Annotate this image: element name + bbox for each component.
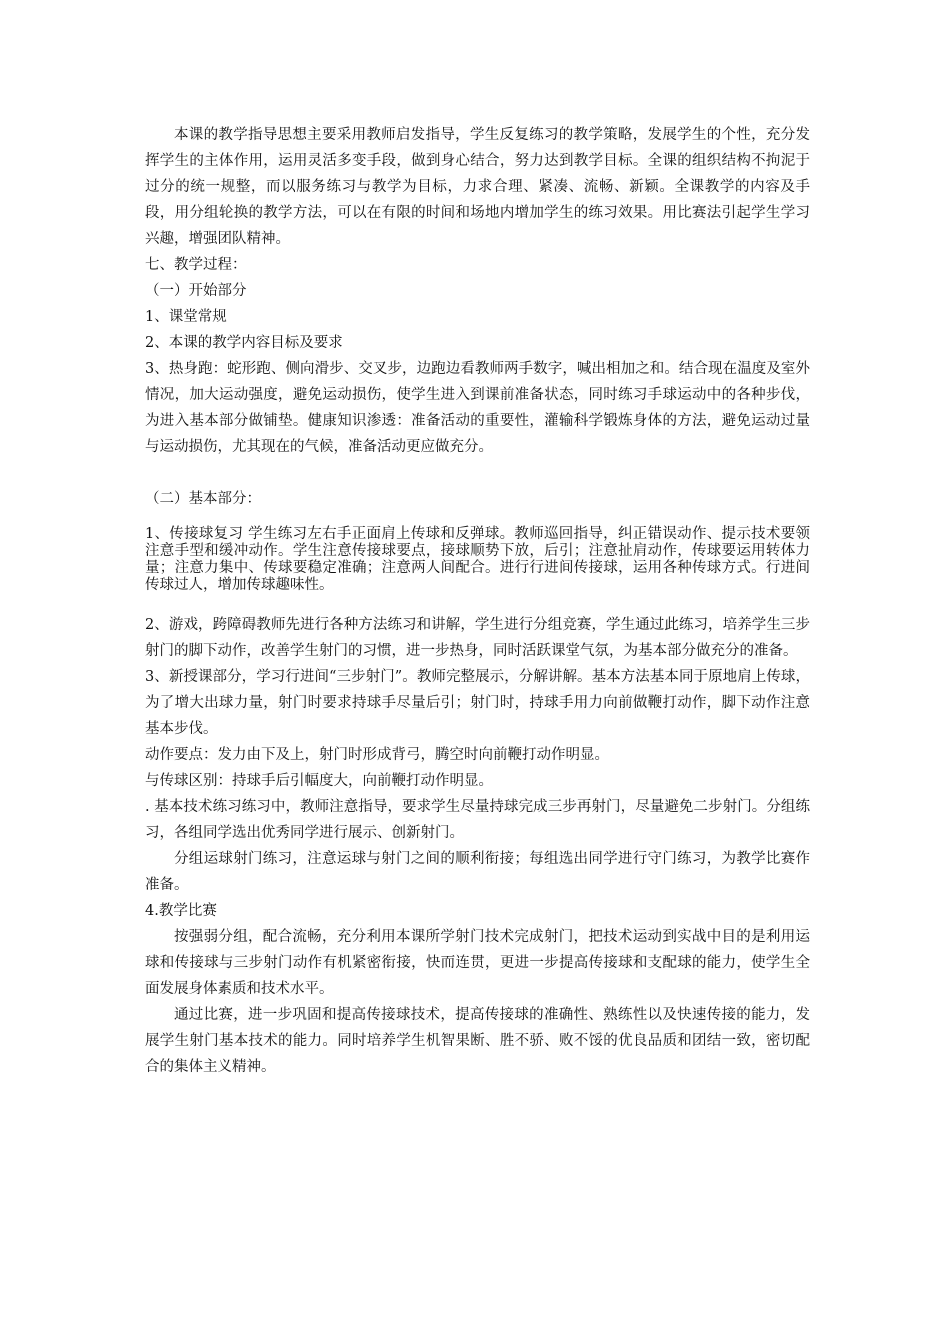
subsection-heading-basic: （二）基本部分： xyxy=(145,491,261,507)
paragraph-group-practice: 分组运球射门练习，注意运球与射门之间的顺利衔接；每组选出同学进行守门练习，为教学比赛作准备。 xyxy=(145,851,810,893)
paragraph-basic-practice: . 基本技术练习练习中，教师注意指导，要求学生尽量持球完成三步再射门，尽量避免二步射门。分组练习，各组同学选出优秀同学进行展示、创新射门。 xyxy=(145,799,810,841)
list-item-teaching-match: 4.教学比赛 xyxy=(145,903,217,919)
list-item-lesson-goals: 2、本课的教学内容目标及要求 xyxy=(145,335,343,351)
section-heading-teaching-process: 七、教学过程： xyxy=(145,257,247,273)
paragraph-match-grouping: 按强弱分组，配合流畅，充分利用本课所学射门技术完成射门，把技术运动到实战中目的是利用运球和传接球与三步射门动作有机紧密衔接，快而连贯，更进一步提高传接球和支配球的能力，使学生全面发展身体素质和技术水平。 xyxy=(145,929,810,997)
paragraph-difference: 与传球区别：持球手后引幅度大，向前鞭打动作明显。 xyxy=(145,773,493,789)
list-item-new-lesson: 3、新授课部分，学习行进间“三步射门”。教师完整展示，分解讲解。基本方法基本同于原地肩上传球，为了增大出球力量，射门时要求持球手尽量后引；射门时，持球手用力向前做鞭打动作，脚下动作注意基本步伐。 xyxy=(145,669,810,737)
list-item-passing-review: 1、传接球复习 学生练习左右手正面肩上传球和反弹球。教师巡回指导，纠正错误动作、提示技术要领注意手型和缓冲动作。学生注意传接球要点，接球顺势下放，后引；注意扯肩动作，传球要运用转体力量；注意力集中、传球要稳定准确；注意两人间配合。进行行进间传接球，运用各种传球方式。行进间传球过人，增加传球趣味性。 xyxy=(145,526,810,593)
paragraph-action-points: 动作要点：发力由下及上，射门时形成背弓，腾空时向前鞭打动作明显。 xyxy=(145,747,609,763)
document-body xyxy=(145,122,810,1080)
paragraph-match-goals: 通过比赛，进一步巩固和提高传接球技术，提高传接球的准确性、熟练性以及快速传接的能力，发展学生射门基本技术的能力。同时培养学生机智果断、胜不骄、败不馁的优良品质和团结一致，密切配合的集体主义精神。 xyxy=(145,1007,810,1075)
list-item-warmup: 3、热身跑：蛇形跑、侧向滑步、交叉步，边跑边看教师两手数字，喊出相加之和。结合现在温度及室外情况，加大运动强度，避免运动损伤，使学生进入到课前准备状态，同时练习手球运动中的各种步伐，为进入基本部分做铺垫。健康知识渗透：准备活动的重要性，灌输科学锻炼身体的方法，避免运动过量与运动损伤，尤其现在的气候，准备活动更应做充分。 xyxy=(145,361,810,455)
list-item-class-routine: 1、课堂常规 xyxy=(145,309,227,325)
subsection-heading-opening: （一）开始部分 xyxy=(145,283,247,299)
paragraph-guiding-ideology: 本课的教学指导思想主要采用教师启发指导，学生反复练习的教学策略，发展学生的个性，充分发挥学生的主体作用，运用灵活多变手段，做到身心结合，努力达到教学目标。全课的组织结构不拘泥于过分的统一规整，而以服务练习与教学为目标，力求合理、紧凑、流畅、新颖。全课教学的内容及手段，用分组轮换的教学方法，可以在有限的时间和场地内增加学生的练习效果。用比赛法引起学生学习兴趣，增强团队精神。 xyxy=(145,127,810,247)
list-item-game: 2、游戏，跨障碍教师先进行各种方法练习和讲解，学生进行分组竞赛，学生通过此练习，培养学生三步射门的脚下动作，改善学生射门的习惯，进一步热身，同时活跃课堂气氛，为基本部分做充分的准备。 xyxy=(145,617,810,659)
